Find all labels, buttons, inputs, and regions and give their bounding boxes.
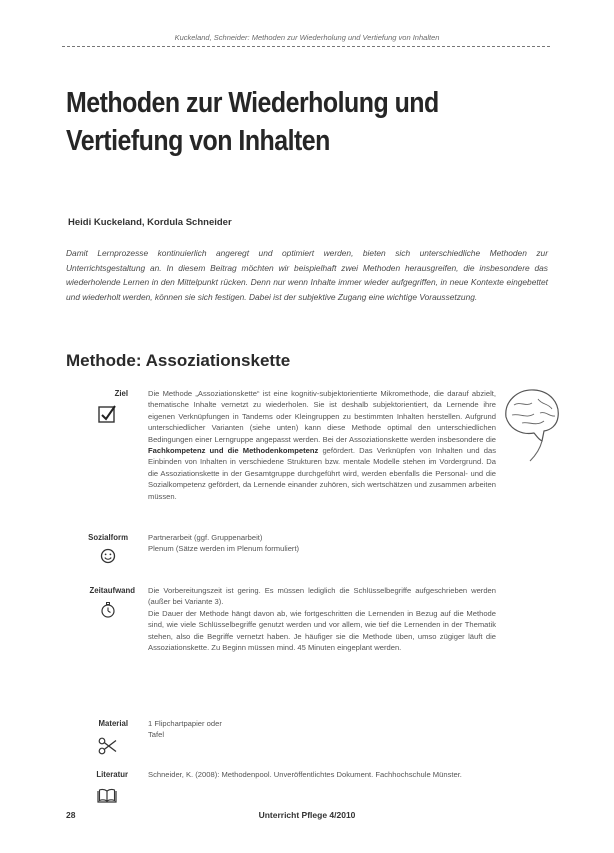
- row-label-sozialform: Sozialform: [88, 533, 128, 542]
- row-text-ziel: [148, 388, 496, 502]
- article-authors: Heidi Kuckeland, Kordula Schneider: [68, 217, 232, 228]
- scissors-icon: [98, 737, 118, 755]
- material-line-2: Tafel: [148, 730, 165, 740]
- running-head: Kuckeland, Schneider: Methoden zur Wiederholung und Vertiefung von Inhalten: [174, 33, 440, 42]
- title-line-1: Methoden zur Wiederholung und: [66, 87, 439, 119]
- row-text-material: [148, 718, 496, 741]
- open-book-icon: [96, 788, 118, 804]
- ziel-text-before: Die Methode „Assoziationskette“ ist eine kognitiv-subjektorientierte Mikromethode, die darauf abzielt, thematische Inhalte vernetzt zu wiederholen. Sie ist deshalb subjektorientiert, da Lernende ihre eigenen Verknüpfungen in Tandems oder Kleingruppen zu bestimmten Inhalten herstellen. Aufgrund unterschiedlicher Varianten (siehe unten) kann diese Methode optimal den unterschiedlichen Bedingungen einer Lerngruppe angepasst werden. Bei der Assoziationskette werden insbesondere die: [148, 389, 496, 444]
- section-title: Methode: Assoziationskette: [66, 351, 291, 370]
- row-label-zeitaufwand: Zeitaufwand: [89, 586, 135, 595]
- sozialform-line-2: Plenum (Sätze werden im Plenum formuliert): [148, 544, 300, 554]
- row-label-ziel: Ziel: [114, 389, 128, 398]
- journal-footer: Unterricht Pflege 4/2010: [258, 810, 356, 820]
- zeitaufwand-para-2: Die Dauer der Methode hängt davon ab, wie fortgeschritten die Lernenden in Bezug auf die Methode sind, wie viele Schlüsselbegriffe genutzt werden und vor allem, wie tief die Lernenden in der Thematik stehen, also die Begriffe vernetzt haben. Je häufiger sie die Methode üben, umso zügiger läuft die Assoziationskette. Zu Beginn müssen mind. 45 Minuten eingeplant werden.: [148, 608, 496, 653]
- row-text-literatur: Schneider, K. (2008): Methodenpool. Unveröffentlichtes Dokument. Fachhochschule Münster.: [148, 770, 462, 779]
- row-text-zeitaufwand: [148, 585, 496, 653]
- row-label-material: Material: [98, 719, 128, 728]
- zeitaufwand-para-1: Die Vorbereitungszeit ist gering. Es müssen lediglich die Schlüsselbegriffe aufgeschrieben werden (außer bei Variante 3).: [148, 586, 496, 607]
- header-rule: [62, 46, 550, 47]
- sozialform-line-1: Partnerarbeit (ggf. Gruppenarbeit): [148, 533, 263, 542]
- ziel-text-after: gefördert. Das Verknüpfen von Inhalten und das Einbinden von Inhalten in verschiedene Strukturen bzw. mentale Modelle stehen im Vordergrund. Da die Assoziationskette in der Gesamtgruppe durchgeführt wird, werden ebenfalls die Personal- und die Sozialkompetenz gefördert, da Lernende einander zuhören, sich wertschätzen und zusammen arbeiten müssen.: [148, 446, 496, 501]
- smiley-face-icon: [100, 548, 116, 564]
- brain-illustration: [500, 383, 562, 463]
- row-label-literatur: Literatur: [96, 770, 128, 779]
- article-title: [66, 84, 479, 160]
- lead-paragraph: Damit Lernprozesse kontinuierlich angeregt und optimiert werden, bieten sich unterschiedliche Methoden zur Unterrichtsgestaltung an. In diesem Beitrag möchten wir beispielhaft zwei Methoden herausgreifen, die insbesondere das wiederholende Lernen in den Mittelpunkt rücken. Denn nur wenn Inhalte immer wieder aufgegriffen, in neue Kontexte eingebettet und wiederholt werden, können sie sich festigen. Dabei ist der subjektive Zugang eine wichtige Voraussetzung.: [66, 248, 548, 302]
- ziel-text-bold: Fachkompetenz und die Methodenkompetenz: [148, 446, 319, 456]
- stopwatch-icon: [100, 601, 116, 619]
- row-text-sozialform: [148, 532, 496, 555]
- checkbox-checked-icon: [97, 404, 117, 424]
- title-line-2: Vertiefung von Inhalten: [66, 125, 330, 157]
- material-line-1: 1 Flipchartpapier oder: [148, 719, 222, 728]
- page-number: 28: [66, 810, 76, 820]
